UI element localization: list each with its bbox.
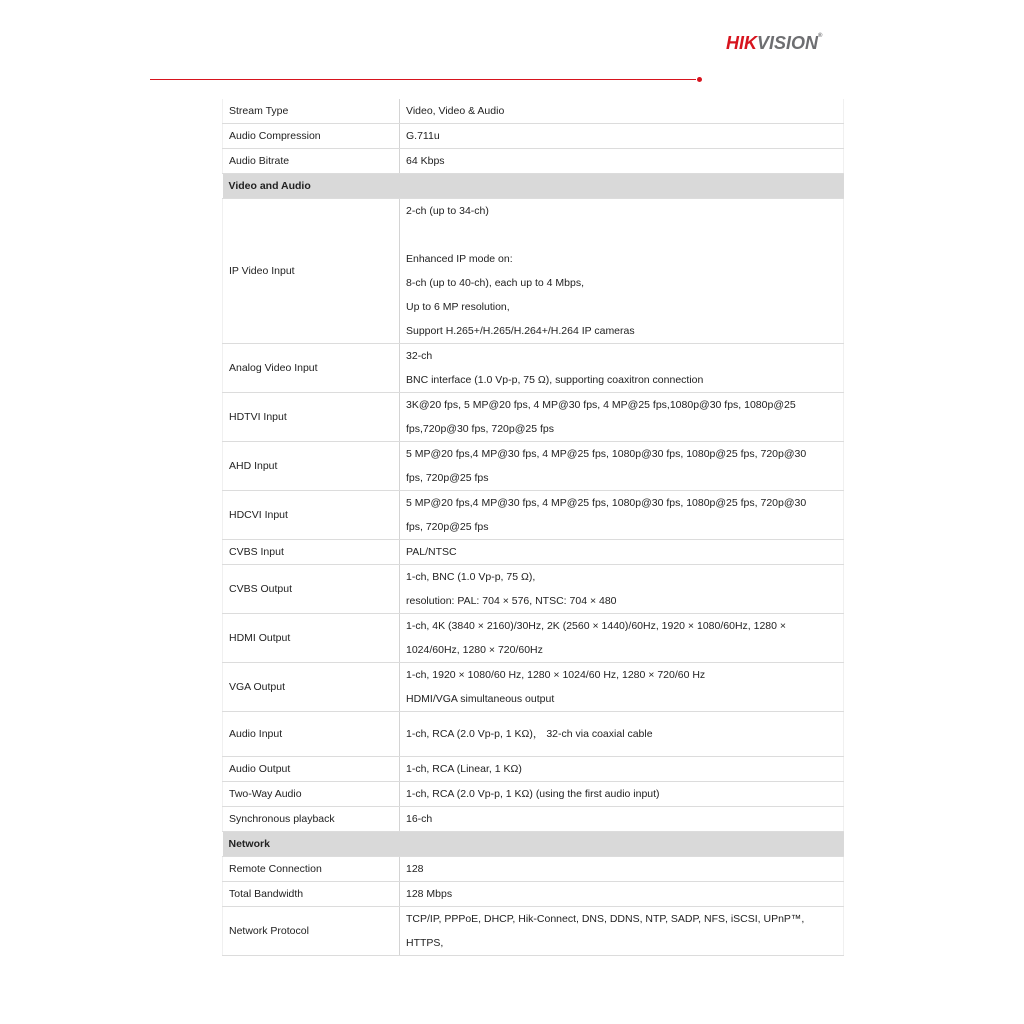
spec-value-line: 64 Kbps: [406, 155, 445, 167]
spec-label: HDCVI Input: [223, 491, 400, 540]
spec-value-line: 1-ch, 4K (3840 × 2160)/30Hz, 2K (2560 × 1440)/60Hz, 1920 × 1080/60Hz, 1280 ×: [406, 620, 787, 632]
section-header: Video and Audio: [223, 174, 844, 199]
spec-row: [223, 565, 844, 614]
spec-label: Two-Way Audio: [223, 782, 400, 807]
spec-label: Total Bandwidth: [223, 882, 400, 907]
spec-row: [223, 491, 844, 540]
spec-value-line: Support H.265+/H.265/H.264+/H.264 IP cameras: [406, 325, 635, 337]
spec-row: [223, 882, 844, 907]
spec-value: [400, 344, 844, 393]
spec-row: [223, 614, 844, 663]
spec-value: [400, 663, 844, 712]
spec-value: [400, 807, 844, 832]
spec-row: [223, 757, 844, 782]
hikvision-logo: [726, 33, 822, 54]
logo-hik-text: HIK: [726, 33, 757, 53]
specification-table-body: [223, 99, 844, 956]
spec-value: [400, 782, 844, 807]
spec-row: [223, 199, 844, 344]
spec-label: Remote Connection: [223, 857, 400, 882]
spec-value-line: 8-ch (up to 40-ch), each up to 4 Mbps,: [406, 277, 585, 289]
spec-row: [223, 782, 844, 807]
spec-value: [400, 491, 844, 540]
spec-value: [400, 712, 844, 757]
spec-value-line: fps, 720p@25 fps: [406, 472, 489, 484]
logo-vision-text: VISION: [757, 33, 819, 53]
spec-value-line: fps,720p@30 fps, 720p@25 fps: [406, 423, 554, 435]
spec-value-line: 5 MP@20 fps,4 MP@30 fps, 4 MP@25 fps, 1080p@30 fps, 1080p@25 fps, 720p@30: [406, 448, 807, 460]
spec-label: VGA Output: [223, 663, 400, 712]
spec-value-line: PAL/NTSC: [406, 546, 457, 558]
spec-label: HDTVI Input: [223, 393, 400, 442]
spec-label: Stream Type: [223, 99, 400, 124]
spec-row: [223, 712, 844, 757]
spec-value: [400, 199, 844, 344]
spec-label: Audio Input: [223, 712, 400, 757]
spec-row: [223, 540, 844, 565]
spec-value-line: 1-ch, RCA (Linear, 1 KΩ): [406, 763, 522, 775]
spec-label: CVBS Input: [223, 540, 400, 565]
header-divider-line: [150, 79, 696, 80]
spec-row: [223, 99, 844, 124]
spec-row: [223, 857, 844, 882]
spec-value: [400, 757, 844, 782]
spec-value: [400, 442, 844, 491]
spec-label: Audio Compression: [223, 124, 400, 149]
spec-value-line: HDMI/VGA simultaneous output: [406, 693, 555, 705]
spec-row: [223, 663, 844, 712]
spec-value: [400, 540, 844, 565]
spec-value: [400, 614, 844, 663]
spec-value: [400, 565, 844, 614]
spec-value-line: 1-ch, RCA (2.0 Vp-p, 1 KΩ) (using the first audio input): [406, 788, 660, 800]
spec-row: [223, 344, 844, 393]
spec-value-line: 1024/60Hz, 1280 × 720/60Hz: [406, 644, 543, 656]
spec-value: [400, 124, 844, 149]
spec-label: Audio Bitrate: [223, 149, 400, 174]
spec-label: Synchronous playback: [223, 807, 400, 832]
spec-label: Analog Video Input: [223, 344, 400, 393]
spec-label: HDMI Output: [223, 614, 400, 663]
spec-value-line: 128 Mbps: [406, 888, 453, 900]
specification-table: [222, 99, 844, 956]
spec-row: [223, 393, 844, 442]
section-header: Network: [223, 832, 844, 857]
spec-value: [400, 149, 844, 174]
spec-value: [400, 857, 844, 882]
registered-mark-icon: ®: [818, 33, 823, 39]
spec-value-line: Enhanced IP mode on:: [406, 253, 513, 265]
spec-value: [400, 99, 844, 124]
section-header-row: [223, 832, 844, 857]
spec-label: CVBS Output: [223, 565, 400, 614]
spec-value: [400, 393, 844, 442]
spec-value-line: 128: [406, 863, 424, 875]
spec-label: Network Protocol: [223, 907, 400, 956]
spec-value-line: TCP/IP, PPPoE, DHCP, Hik-Connect, DNS, DDNS, NTP, SADP, NFS, iSCSI, UPnP™, HTTPS,: [406, 913, 805, 949]
spec-value-line: BNC interface (1.0 Vp-p, 75 Ω), supporting coaxitron connection: [406, 374, 704, 386]
spec-row: [223, 807, 844, 832]
spec-row: [223, 124, 844, 149]
spec-value-line: fps, 720p@25 fps: [406, 521, 489, 533]
spec-value: [400, 882, 844, 907]
spec-value-line: 2-ch (up to 34-ch): [406, 205, 489, 217]
spec-value: [400, 907, 844, 956]
spec-value-line: 16-ch: [406, 813, 433, 825]
spec-value-line: Up to 6 MP resolution,: [406, 301, 510, 313]
spec-row: [223, 149, 844, 174]
spec-label: Audio Output: [223, 757, 400, 782]
spec-label: IP Video Input: [223, 199, 400, 344]
spec-value-line: 1-ch, BNC (1.0 Vp-p, 75 Ω),: [406, 571, 536, 583]
spec-row: [223, 442, 844, 491]
spec-value-line: [406, 223, 837, 247]
spec-value-line: G.711u: [406, 130, 440, 142]
header-divider-dot-icon: [697, 77, 702, 82]
spec-value-line: 32-ch: [406, 350, 433, 362]
spec-value-line: 5 MP@20 fps,4 MP@30 fps, 4 MP@25 fps, 1080p@30 fps, 1080p@25 fps, 720p@30: [406, 497, 807, 509]
spec-value-line: 1-ch, RCA (2.0 Vp-p, 1 KΩ)， 32-ch via coaxial cable: [406, 728, 653, 740]
spec-value-line: 1-ch, 1920 × 1080/60 Hz, 1280 × 1024/60 Hz, 1280 × 720/60 Hz: [406, 669, 706, 681]
spec-value-line: resolution: PAL: 704 × 576, NTSC: 704 × 480: [406, 595, 617, 607]
spec-label: AHD Input: [223, 442, 400, 491]
spec-value-line: Video, Video & Audio: [406, 105, 505, 117]
spec-value-line: 3K@20 fps, 5 MP@20 fps, 4 MP@30 fps, 4 MP@25 fps,1080p@30 fps, 1080p@25: [406, 399, 796, 411]
section-header-row: [223, 174, 844, 199]
spec-row: [223, 907, 844, 956]
